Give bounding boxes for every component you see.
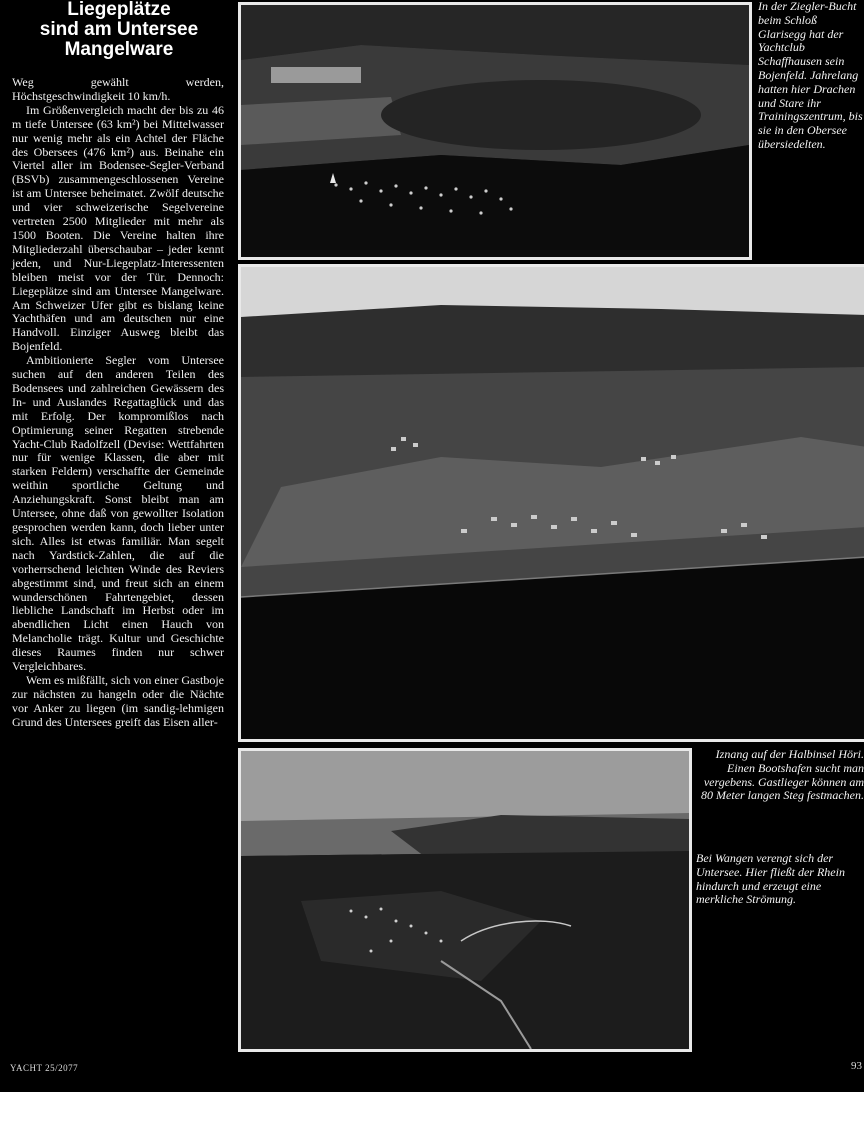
paragraph-3: Ambitionierte Segler vom Untersee suchen auf den anderen Teilen des Bodensees und zahlreichen Gewässern des In- und Auslandes Regattaglück und das mit Erfolg. Der kompromißlos nach Optimierung seiner Regatten strebende Yacht-Club Radolfzell (Devise: Wettfahrten nur für wenige Klassen, die aber mit starken Feldern) verschaffte der Gemeinde weithin sportliche Geltung und Anziehungskraft. Sonst bleibt man am Untersee, ohne daß von gewollter Isolation gesprochen werden kann, doch lieber unter sich. Alles ist etwas familiär. Man segelt nach Yardstick-Zahlen, die auf die vorherrschend leichten Winde des Reviers abgestimmt sind, und freut sich an einem wunderschönen Fahrtengebiet, dessen liebliche Landschaft im Herbst oder im abendlichen Licht einen Hauch von Melancholie trägt. Kultur und Geschichte dieses Raumes finden nur schwer Vergleichbares.: [12, 353, 224, 674]
page-number: 93: [851, 1060, 862, 1072]
headline-line-2: sind am Untersee: [39, 19, 199, 40]
article-column: [6, 0, 232, 1080]
article-headline: [6, 0, 232, 60]
photo-iznang: [238, 264, 864, 742]
paragraph-4: Wem es mißfällt, sich von einer Gastboje zur nächsten zu hangeln oder die Nächte vor Anker zu liegen (im sandig-lehmigen Grund des Untersees greift das Eisen aller-: [12, 672, 224, 729]
photo-wangen-image: [241, 751, 689, 1049]
headline-line-3: Mangelware: [64, 39, 174, 60]
photo-wangen: [238, 748, 692, 1052]
caption-photo-1: In der Ziegler-Bucht beim Schloß Glarisegg hat der Yachtclub Schaffhausen sein Bojenfeld. Jahrelang hatten hier Drachen und Stare ihr Trainingszentrum, bis sie in den Obersee übersiedelten.: [758, 0, 863, 151]
photo-ziegler-bucht: [238, 2, 752, 260]
caption-photo-2: Iznang auf der Halbinsel Höri. Einen Bootshafen sucht man vergebens. Gastlieger können am 80 Meter langen Steg festmachen.: [701, 747, 864, 803]
paragraph-2: Im Größenvergleich macht der bis zu 46 m tiefe Untersee (63 km²) bei Mittelwasser nur wenig mehr als ein Achtel der Fläche des Obersees (476 km²) aus. Beinahe ein Viertel aller im Bodensee-Segler-Verband (BSVb) zusammengeschlossenen Vereine ist am Untersee beheimatet. Zwölf deutsche und vier schweizerische Segelvereine vertreten 2500 Mitglieder mit mehr als 1500 Booten. Die Vereine halten ihre Mitgliederzahl überschaubar – jeder kennt jeden, und Nur-Liegeplatz-Interessenten bleiben meist vor der Tür. Dennoch: Liegeplätze sind am Untersee Mangelware. Am Schweizer Ufer gibt es bislang keine Yachthäfen und am deutschen nur eine Handvoll. Einziger Ausweg bleibt das Bojenfeld.: [12, 102, 224, 354]
caption-photo-3: Bei Wangen verengt sich der Untersee. Hier fließt der Rhein hindurch und erzeugt eine merkliche Strömung.: [696, 851, 845, 907]
headline-line-1: Liegeplätze: [67, 0, 171, 20]
paragraph-1: Weg gewählt werden, Höchstgeschwindigkeit 10 km/h.: [12, 75, 224, 103]
article-body: [12, 76, 224, 730]
photo-ziegler-bucht-image: [241, 5, 749, 257]
issue-footer: YACHT 25/2077: [10, 1063, 79, 1073]
photo-iznang-image: [241, 267, 864, 739]
